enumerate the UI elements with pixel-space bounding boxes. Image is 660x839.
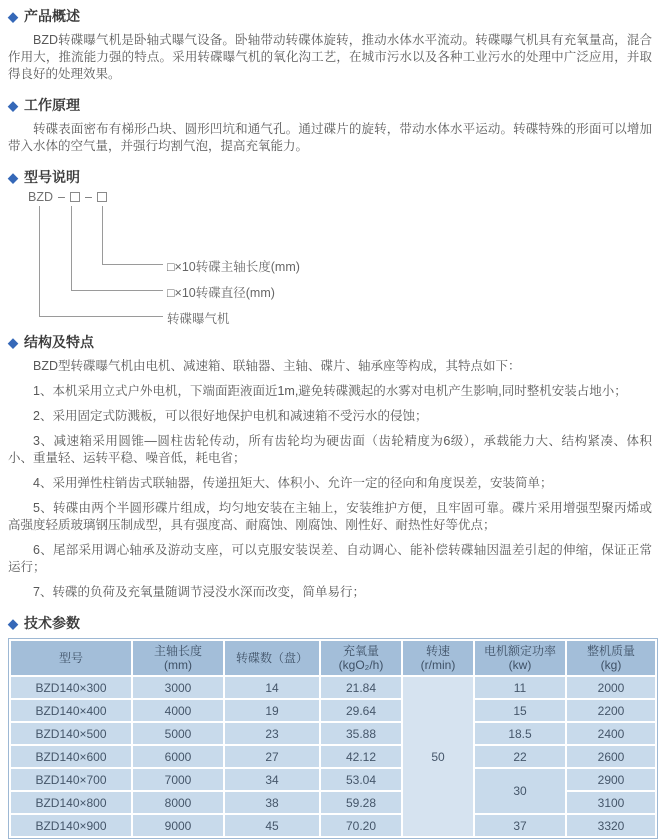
cell-discs: 45	[225, 815, 319, 836]
callout-machine-name: 转碟曝气机	[167, 312, 230, 326]
cell-weight: 2600	[567, 746, 655, 767]
header-unit: (mm)	[164, 658, 192, 672]
cell-weight: 2900	[567, 769, 655, 790]
header-line: 电机额定功率	[483, 644, 556, 658]
callout-disc-diameter: □×10转碟直径(mm)	[167, 286, 275, 300]
cell-power: 37	[475, 815, 565, 836]
cell-discs: 34	[225, 769, 319, 790]
col-header-speed	[403, 641, 473, 675]
cell-shaft: 8000	[133, 792, 223, 813]
cell-oxygen: 70.20	[321, 815, 401, 836]
connector-line	[71, 290, 163, 291]
diamond-bullet-icon: ◆	[8, 615, 18, 631]
model-code-prefix: BZD	[28, 190, 53, 204]
section-title-principle: 工作原理	[24, 97, 80, 113]
connector-line	[102, 206, 103, 265]
cell-model: BZD140×800	[11, 792, 131, 813]
cell-power: 11	[475, 677, 565, 698]
cell-oxygen: 21.84	[321, 677, 401, 698]
header-unit: (r/min)	[420, 658, 456, 672]
section-title-model: 型号说明	[24, 169, 80, 185]
cell-model: BZD140×700	[11, 769, 131, 790]
placeholder-box-icon	[97, 192, 107, 202]
cell-weight: 3100	[567, 792, 655, 813]
diamond-bullet-icon: ◆	[8, 8, 18, 24]
connector-line	[39, 206, 40, 317]
table-row	[11, 677, 655, 698]
cell-shaft: 3000	[133, 677, 223, 698]
cell-speed-merged: 50	[403, 677, 473, 836]
callout-shaft-length: □×10转碟主轴长度(mm)	[167, 260, 300, 274]
table-row	[11, 700, 655, 721]
cell-shaft: 7000	[133, 769, 223, 790]
model-code-diagram	[8, 190, 652, 326]
cell-power-merged: 30	[475, 769, 565, 813]
section-title-specs: 技术参数	[24, 615, 80, 631]
col-header-model	[11, 641, 131, 675]
cell-oxygen: 29.64	[321, 700, 401, 721]
section-heading-specs	[8, 614, 652, 632]
feature-item-4: 4、采用弹性柱销齿式联轴器，传递扭矩大、体积小、允许一定的径向和角度误差，安装简单；	[33, 476, 553, 490]
cell-model: BZD140×900	[11, 815, 131, 836]
table-row	[11, 723, 655, 744]
cell-weight: 2000	[567, 677, 655, 698]
cell-weight: 2200	[567, 700, 655, 721]
connector-line	[71, 206, 72, 291]
section-heading-features	[8, 333, 652, 351]
section-heading-principle	[8, 96, 652, 114]
cell-oxygen: 53.04	[321, 769, 401, 790]
cell-power: 18.5	[475, 723, 565, 744]
col-header-disc-count	[225, 641, 319, 675]
section-heading-overview	[8, 7, 652, 25]
header-line: 型号	[58, 651, 83, 665]
cell-shaft: 6000	[133, 746, 223, 767]
spec-table	[8, 638, 658, 839]
cell-weight: 2400	[567, 723, 655, 744]
overview-paragraph: BZD转碟曝气机是卧轴式曝气设备。卧轴带动转碟体旋转，推动水体水平流动。转碟曝气机具有充氧量高，混合作用大，推流能力强的特点。采用转碟曝气机的氧化沟工艺，在城市污水以及各种工业污水的处理中广泛应用，并取得良好的处理效果。	[8, 33, 652, 81]
table-header-row	[11, 641, 655, 675]
cell-shaft: 9000	[133, 815, 223, 836]
cell-oxygen: 59.28	[321, 792, 401, 813]
diamond-bullet-icon: ◆	[8, 97, 18, 113]
col-header-power	[475, 641, 565, 675]
cell-model: BZD140×300	[11, 677, 131, 698]
feature-item-2: 2、采用固定式防溅板，可以很好地保护电机和减速箱不受污水的侵蚀；	[33, 409, 428, 423]
cell-model: BZD140×500	[11, 723, 131, 744]
header-unit: (kgO₂/h)	[338, 658, 384, 672]
cell-discs: 27	[225, 746, 319, 767]
feature-item-3: 3、减速箱采用圆锥—圆柱齿轮传动，所有齿轮均为硬齿面（齿轮精度为6级），承载能力大、结构紧凑、体积小、重量轻、运转平稳、噪音低，耗电省；	[8, 434, 652, 465]
header-line: 转碟数（盘）	[235, 651, 308, 665]
col-header-oxygen	[321, 641, 401, 675]
header-line: 整机质量	[586, 644, 635, 658]
section-title-features: 结构及特点	[24, 334, 94, 350]
cell-weight: 3320	[567, 815, 655, 836]
cell-discs: 14	[225, 677, 319, 698]
diamond-bullet-icon: ◆	[8, 169, 18, 185]
feature-item-7: 7、转碟的负荷及充氧量随调节浸没水深而改变，简单易行；	[33, 585, 365, 599]
header-unit: (kw)	[508, 658, 532, 672]
section-title-overview: 产品概述	[24, 8, 80, 24]
table-row	[11, 746, 655, 767]
col-header-shaft-length	[133, 641, 223, 675]
dash: –	[58, 190, 65, 204]
model-code	[28, 190, 107, 204]
connector-line	[39, 316, 163, 317]
header-line: 充氧量	[342, 644, 379, 658]
table-row	[11, 769, 655, 790]
features-intro: BZD型转碟曝气机由电机、减速箱、联轴器、主轴、碟片、轴承座等构成，其特点如下：	[33, 359, 521, 373]
cell-power: 15	[475, 700, 565, 721]
cell-oxygen: 35.88	[321, 723, 401, 744]
connector-line	[102, 264, 163, 265]
cell-oxygen: 42.12	[321, 746, 401, 767]
principle-paragraph: 转碟表面密布有梯形凸块、圆形凹坑和通气孔。通过碟片的旋转，带动水体水平运动。转碟特殊的形面可以增加带入水体的空气量，并强行均割气泡，提高充氧能力。	[8, 122, 652, 153]
cell-discs: 19	[225, 700, 319, 721]
diamond-bullet-icon: ◆	[8, 334, 18, 350]
header-line: 转速	[425, 644, 450, 658]
table-row	[11, 815, 655, 836]
feature-item-6: 6、尾部采用调心轴承及游动支座，可以克服安装误差、自动调心、能补偿转碟轴因温差引起的伸缩，保证正常运行；	[8, 543, 652, 574]
section-heading-model	[8, 168, 652, 186]
feature-item-5: 5、转碟由两个半圆形碟片组成，均匀地安装在主轴上，安装维护方便，且牢固可靠。碟片采用增强型聚丙烯或高强度轻质玻璃钢压制成型，具有强度高、耐腐蚀、刚腐蚀、刚性好、耐热性好等优点；	[8, 501, 652, 532]
cell-model: BZD140×400	[11, 700, 131, 721]
cell-discs: 23	[225, 723, 319, 744]
placeholder-box-icon	[70, 192, 80, 202]
cell-model: BZD140×600	[11, 746, 131, 767]
cell-power: 22	[475, 746, 565, 767]
dash: –	[84, 190, 92, 204]
header-line: 主轴长度	[153, 644, 202, 658]
header-unit: (kg)	[600, 658, 622, 672]
cell-discs: 38	[225, 792, 319, 813]
col-header-weight	[567, 641, 655, 675]
cell-shaft: 4000	[133, 700, 223, 721]
cell-shaft: 5000	[133, 723, 223, 744]
feature-item-1: 1、本机采用立式户外电机，下端面距液面近1m,避免转碟溅起的水雾对电机产生影响,同时整机安装占地小；	[33, 384, 627, 398]
